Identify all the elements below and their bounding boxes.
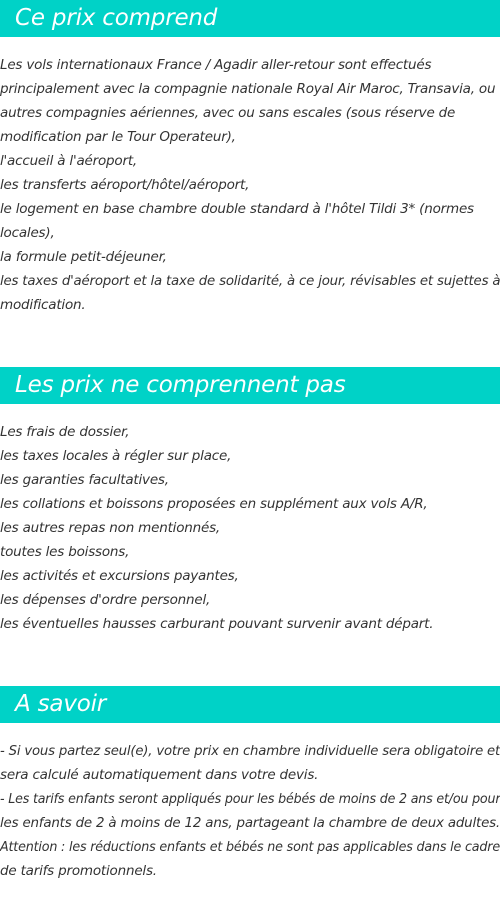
body-line: les activités et excursions payantes, [0, 568, 239, 584]
body-line: le logement en base chambre double standard à l'hôtel Tildi 3* (normes [0, 201, 474, 217]
section-title: Les prix ne comprennent pas [0, 367, 500, 404]
section-price-excludes [0, 367, 500, 636]
body-line: - Si vous partez seul(e), votre prix en chambre individuelle sera obligatoire et [0, 743, 500, 759]
body-line: modification. [0, 297, 86, 313]
section-body [0, 37, 500, 317]
section-price-includes [0, 0, 500, 317]
section-title: Ce prix comprend [0, 0, 500, 37]
section-body [0, 723, 500, 883]
body-line: l'accueil à l'aéroport, [0, 153, 138, 169]
body-line: - Les tarifs enfants seront appliqués pour les bébés de moins de 2 ans et/ou pour [0, 791, 500, 807]
section-body [0, 404, 500, 636]
body-line: locales), [0, 225, 55, 241]
body-line: les garanties facultatives, [0, 472, 169, 488]
body-line: les autres repas non mentionnés, [0, 520, 221, 536]
body-line: Les vols internationaux France / Agadir aller-retour sont effectués [0, 57, 432, 73]
section-good-to-know [0, 686, 500, 883]
body-line: de tarifs promotionnels. [0, 863, 157, 879]
body-line: les dépenses d'ordre personnel, [0, 592, 211, 608]
section-title: A savoir [0, 686, 500, 723]
body-line: modification par le Tour Operateur), [0, 129, 236, 145]
body-line: toutes les boissons, [0, 544, 130, 560]
body-line: les enfants de 2 à moins de 12 ans, partageant la chambre de deux adultes. [0, 815, 500, 831]
body-line: les taxes d'aéroport et la taxe de solidarité, à ce jour, révisables et sujettes à [0, 273, 500, 289]
body-line: sera calculé automatiquement dans votre devis. [0, 767, 319, 783]
body-line: autres compagnies aériennes, avec ou sans escales (sous réserve de [0, 105, 456, 121]
body-line: les éventuelles hausses carburant pouvant survenir avant départ. [0, 616, 434, 632]
body-line: Les frais de dossier, [0, 424, 130, 440]
body-line: Attention : les réductions enfants et bébés ne sont pas applicables dans le cadre [0, 839, 500, 855]
body-line: les transferts aéroport/hôtel/aéroport, [0, 177, 250, 193]
body-line: la formule petit-déjeuner, [0, 249, 167, 265]
body-line: les taxes locales à régler sur place, [0, 448, 232, 464]
body-line: principalement avec la compagnie nationale Royal Air Maroc, Transavia, ou [0, 81, 496, 97]
body-line: les collations et boissons proposées en supplément aux vols A/R, [0, 496, 428, 512]
